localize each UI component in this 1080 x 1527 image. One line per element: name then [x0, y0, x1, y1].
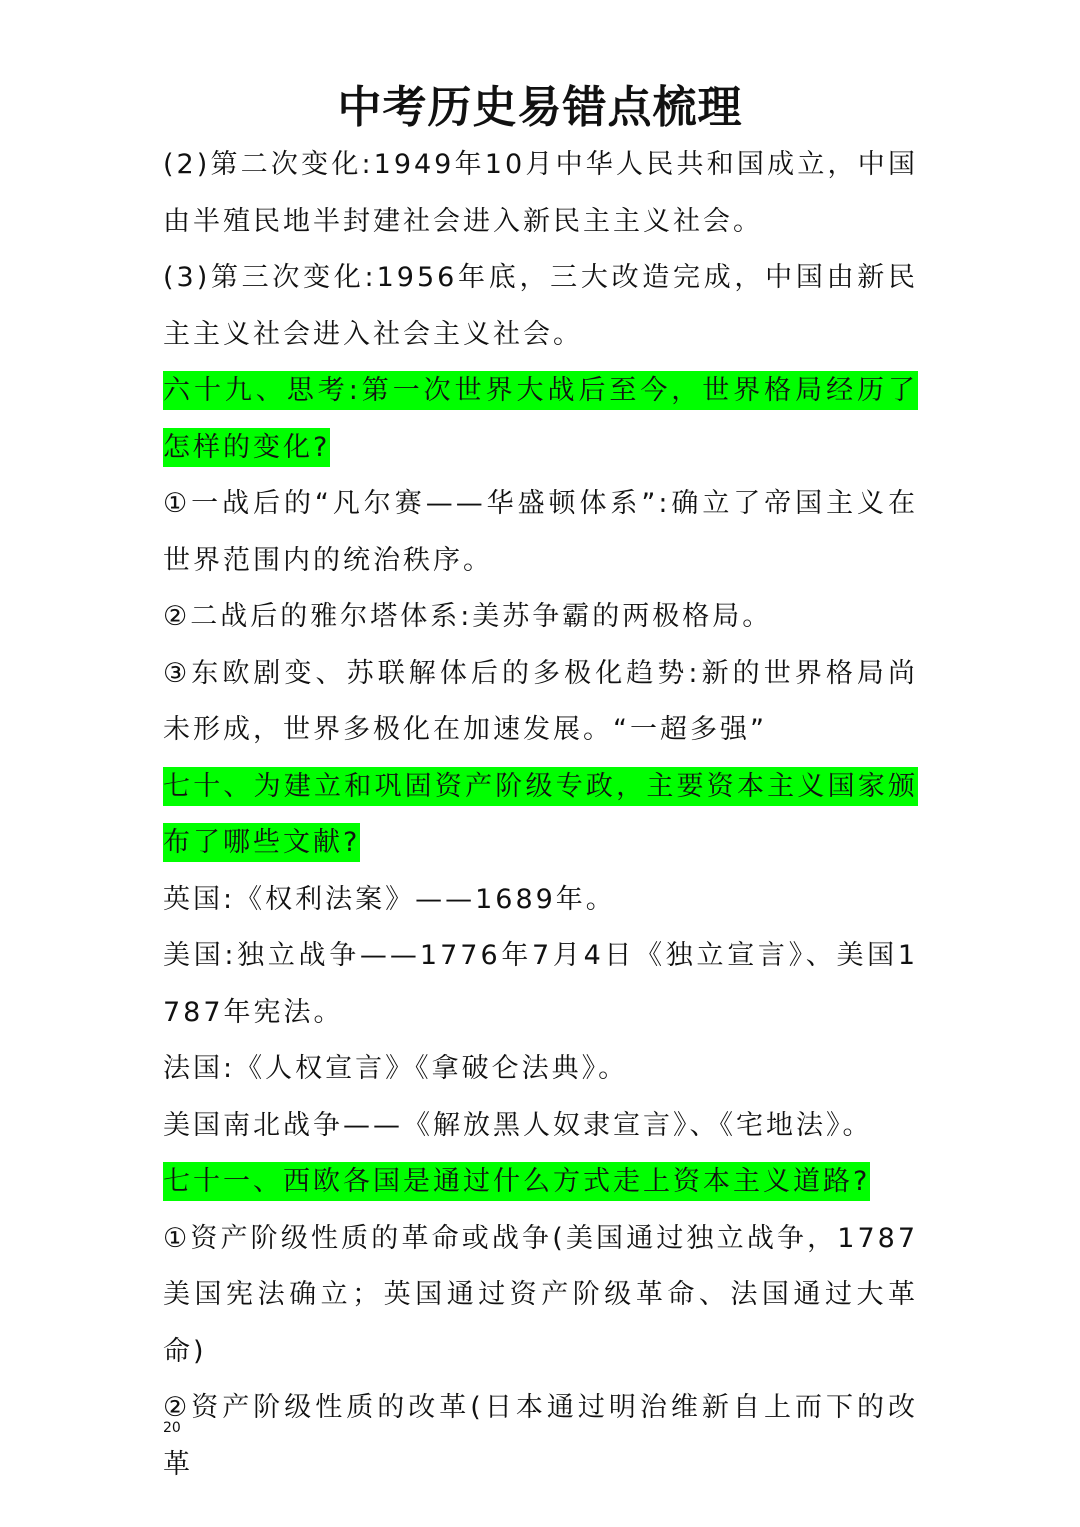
answer-item-1 — [163, 476, 918, 589]
highlighted-question: 七十、为建立和巩固资产阶级专政，主要资本主义国家颁布了哪些文献? — [163, 767, 918, 863]
paragraph-text: ②二战后的雅尔塔体系:美苏争霸的两极格局。 — [163, 601, 773, 632]
answer-item-3 — [163, 646, 918, 759]
answer-france — [163, 1041, 918, 1098]
paragraph-text: ③东欧剧变、苏联解体后的多极化趋势:新的世界格局尚未形成，世界多极化在加速发展。“一超多强” — [163, 657, 918, 745]
answer-item-reform — [163, 1380, 918, 1493]
page-title: 中考历史易错点梳理 — [337, 82, 743, 133]
paragraph-text: ①一战后的“凡尔赛——华盛顿体系”:确立了帝国主义在世界范围内的统治秩序。 — [163, 488, 918, 576]
answer-britain — [163, 872, 918, 929]
answer-civil-war — [163, 1098, 918, 1155]
page-number: 20 — [163, 1420, 181, 1436]
answer-item-revolution — [163, 1211, 918, 1381]
document-body — [163, 137, 918, 1493]
question-heading-71 — [163, 1154, 918, 1211]
question-heading-69 — [163, 363, 918, 476]
paragraph-text: ②资产阶级性质的改革(日本通过明治维新自上而下的改革 — [163, 1392, 918, 1480]
answer-usa — [163, 928, 918, 1041]
paragraph-text: 美国南北战争——《解放黑人奴隶宣言》、《宅地法》。 — [163, 1109, 873, 1141]
paragraph-text: 法国:《人权宣言》《拿破仑法典》。 — [163, 1053, 629, 1084]
question-heading-70 — [163, 759, 918, 872]
paragraph-text: ①资产阶级性质的革命或战争(美国通过独立战争，1787美国宪法确立；英国通过资产阶级革命、法国通过大革命) — [163, 1222, 918, 1367]
paragraph-text: 英国:《权利法案》——1689年。 — [163, 883, 616, 915]
highlighted-question: 七十一、西欧各国是通过什么方式走上资本主义道路? — [163, 1162, 870, 1201]
paragraph-text: 美国:独立战争——1776年7月4日《独立宣言》、美国1787年宪法。 — [163, 940, 918, 1028]
highlighted-question: 六十九、思考:第一次世界大战后至今，世界格局经历了怎样的变化? — [163, 371, 918, 467]
answer-item-2 — [163, 589, 918, 646]
paragraph-text: (2)第二次变化:1949年10月中华人民共和国成立，中国由半殖民地半封建社会进入新民主主义社会。 — [163, 149, 918, 237]
paragraph-second-change — [163, 137, 918, 250]
paragraph-third-change — [163, 250, 918, 363]
paragraph-text: (3)第三次变化:1956年底，三大改造完成，中国由新民主主义社会进入社会主义社会。 — [163, 262, 918, 350]
